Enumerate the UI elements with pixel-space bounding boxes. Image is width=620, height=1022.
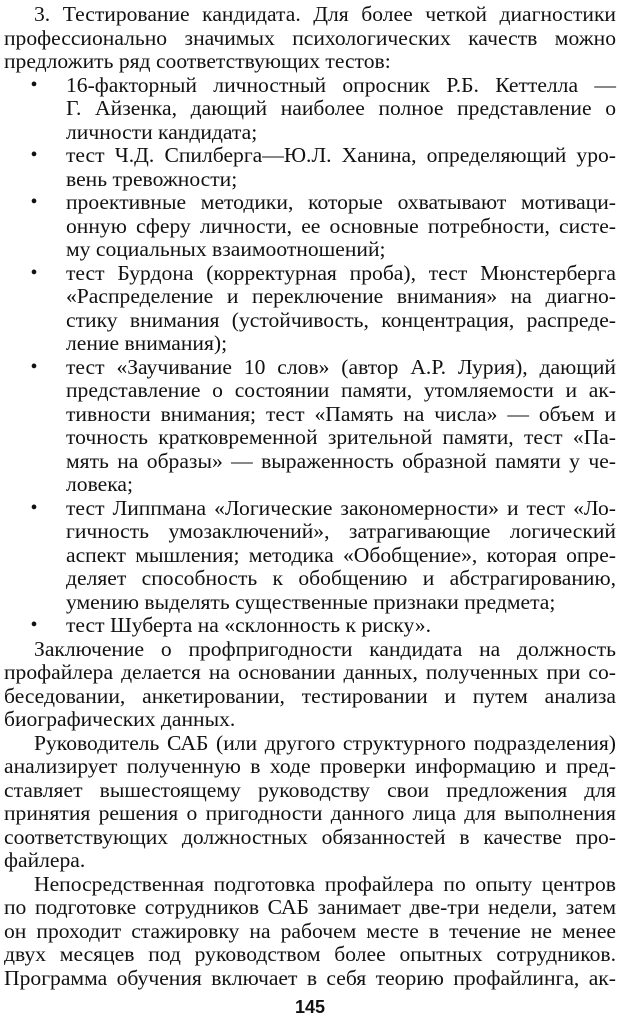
text-line: Непосредственная подготовка профайлера по опыту центров	[34, 871, 616, 896]
text-line: тест Бурдона (корректурная проба), тест Мюнстерберга	[66, 260, 616, 285]
text-line: тест Ч.Д. Спилберга—Ю.Л. Ханина, определяющий уро-	[66, 143, 616, 168]
text-line: файлера.	[4, 848, 86, 873]
text-line: тест Липпмана «Логические закономерности» и тест «Ло-	[66, 495, 616, 520]
bullet-icon: •	[30, 144, 38, 167]
text-line: принятия решения о пригодности данного лица для выполнения	[4, 801, 616, 826]
text-line: гичность умозаключений», затрагивающие логический	[66, 519, 616, 544]
text-line: «Распределение и переключение внимания» на диагно-	[66, 284, 616, 309]
text-line: стику внимания (устойчивость, концентрация, распреде-	[66, 307, 616, 332]
text-line: онную сферу личности, ее основные потребности, систе-	[66, 213, 616, 238]
text-line: двух месяцев под руководством более опытных сотрудников.	[4, 942, 616, 967]
bullet-icon: •	[30, 496, 38, 519]
text-line: ставляет вышестоящему руководству свои предложения для	[4, 777, 616, 802]
bullet-icon: •	[30, 355, 38, 378]
text-line: умению выделять существенные признаки предмета;	[66, 589, 556, 614]
text-line: проективные методики, которые охватывают мотиваци-	[66, 190, 616, 215]
text-line: биографических данных.	[4, 707, 236, 732]
text-line: 16-факторный личностный опросник Р.Б. Кеттелла —	[66, 72, 616, 97]
text-line: соответствующих должностных обязанностей в качестве про-	[4, 824, 616, 849]
text-line: Руководитель САБ (или другого структурного подразделения)	[34, 730, 616, 755]
bullet-icon: •	[30, 191, 38, 214]
page-number: 145	[294, 997, 326, 1017]
text-line: личности кандидата;	[66, 119, 258, 144]
text-line: ление внимания);	[66, 331, 228, 356]
text-line: му социальных взаимоотношений;	[66, 237, 386, 262]
text-line: ловека;	[66, 472, 133, 497]
text-line: профайлера делается на основании данных, полученных при со-	[4, 660, 616, 685]
text-line: тест Шуберта на «склонность к риску».	[66, 613, 431, 638]
text-line: деляет способность к обобщению и абстрагированию,	[66, 566, 616, 591]
text-line: точность кратковременной зрительной памяти, тест «Па-	[66, 425, 616, 450]
bullet-icon: •	[30, 261, 38, 284]
bullet-icon: •	[30, 614, 38, 637]
text-line: представление о состоянии памяти, утомляемости и ак-	[66, 378, 616, 403]
text-line: беседовании, анкетировании, тестировании и путем анализа	[4, 683, 616, 708]
text-line: вень тревожности;	[66, 166, 238, 191]
text-line: анализирует полученную в ходе проверки информацию и пред-	[4, 754, 616, 779]
text-line: предложить ряд соответствующих тестов:	[4, 49, 391, 74]
text-line: тест «Заучивание 10 слов» (автор А.Р. Лурия), дающий	[66, 354, 616, 379]
text-line: Программа обучения включает в себя теорию профайлинга, ак-	[4, 966, 616, 990]
text-line: 3. Тестирование кандидата. Для более четкой диагностики	[34, 2, 616, 26]
text-line: Заключение о профпригодности кандидата на должность	[34, 636, 616, 661]
text-line: аспект мышления; методика «Обобщение», которая опре-	[66, 542, 616, 567]
text-line: он проходит стажировку на рабочем месте в течение не менее	[4, 918, 616, 943]
text-line: по подготовке сотрудников САБ занимает две-три недели, затем	[4, 895, 616, 920]
text-line: профессионально значимых психологических качеств можно	[4, 25, 616, 50]
text-line: Г. Айзенка, дающий наиболее полное представление о	[66, 96, 616, 121]
bullet-icon: •	[30, 73, 38, 96]
text-line: тивности внимания; тест «Память на числа» — объем и	[66, 401, 616, 426]
text-line: мять на образы» — выраженность образной памяти у че-	[66, 448, 616, 473]
